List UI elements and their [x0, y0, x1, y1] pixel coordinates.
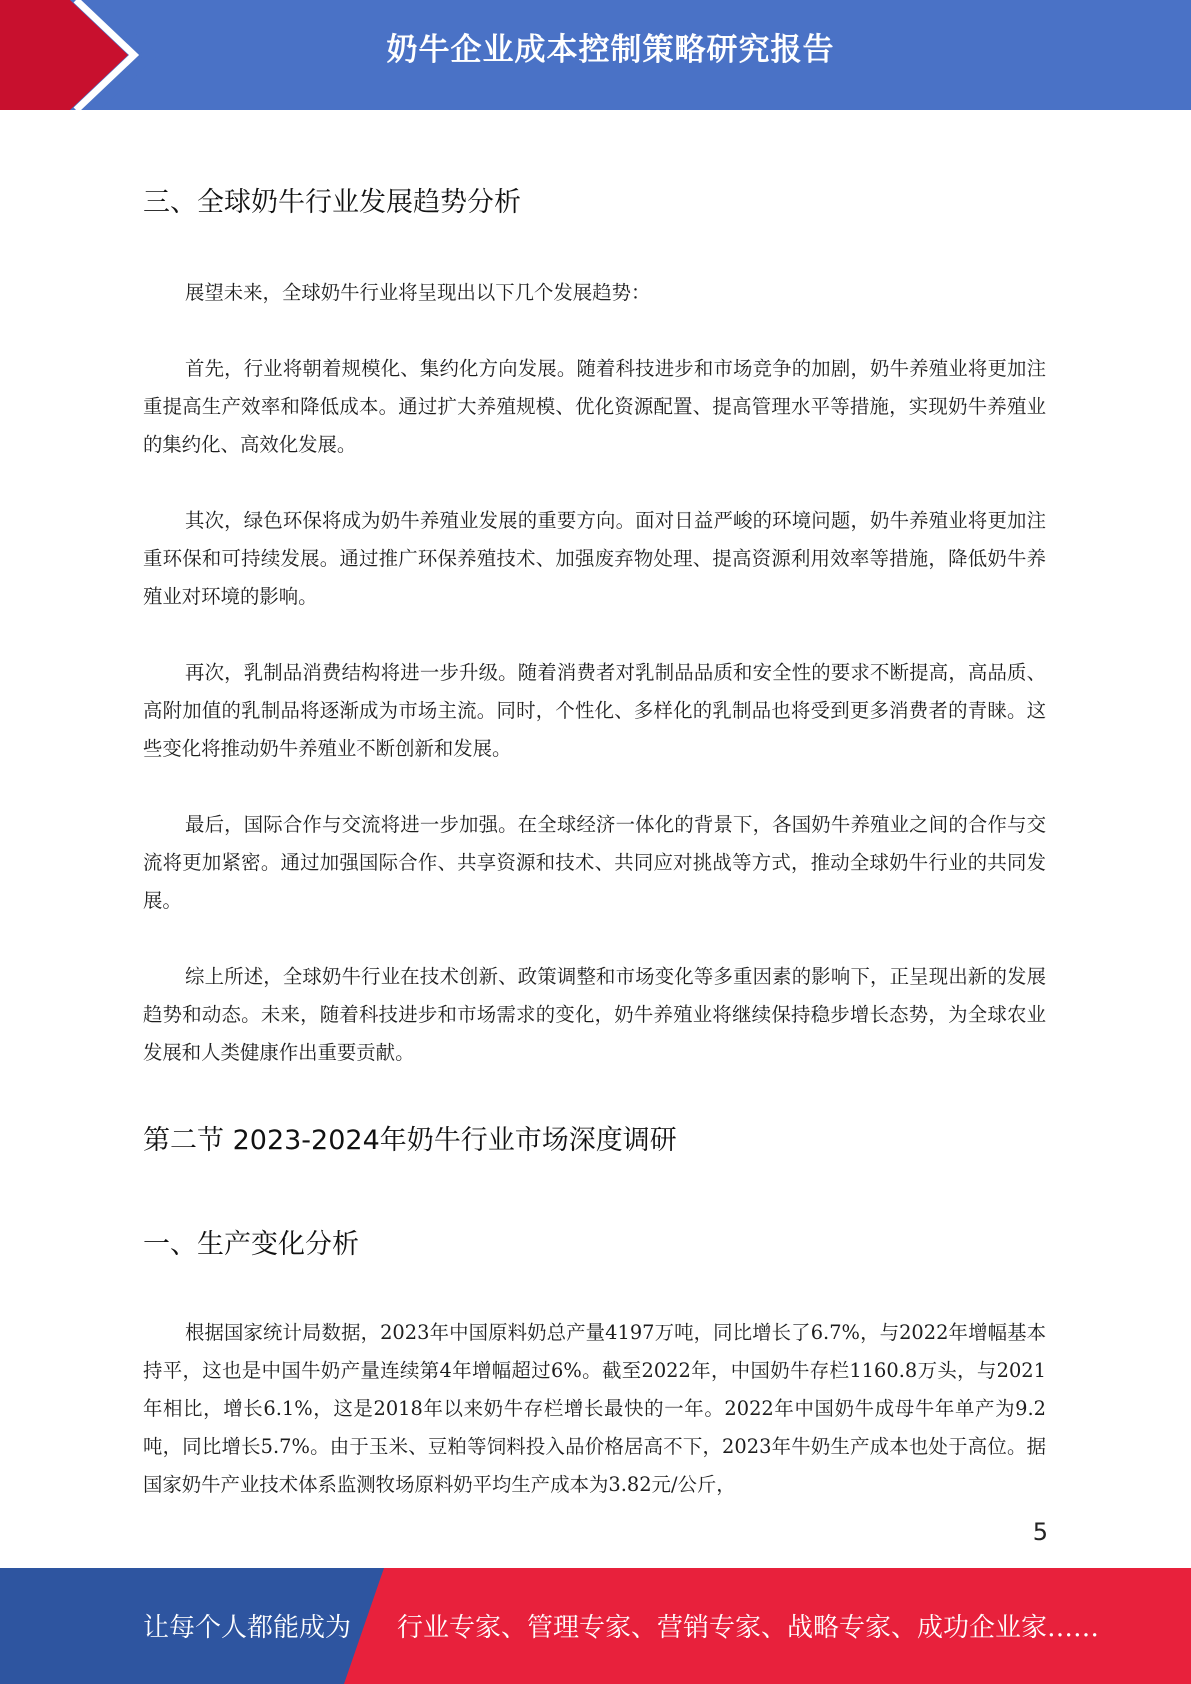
section-heading-production: 一、生产变化分析 [143, 1229, 359, 1260]
page-footer [0, 1568, 1191, 1684]
section-heading-market-research: 第二节 2023-2024年奶牛行业市场深度调研 [143, 1125, 677, 1156]
footer-slogan-left: 让每个人都能成为 [143, 1613, 352, 1643]
paragraph-fourth: 最后，国际合作与交流将进一步加强。在全球经济一体化的背景下，各国奶牛养殖业之间的合作与交流将更加紧密。通过加强国际合作、共享资源和技术、共同应对挑战等方式，推动全球奶牛行业的共同发展。 [143, 813, 1046, 912]
page-number: 5 [1032, 1518, 1048, 1546]
report-title: 奶牛企业成本控制策略研究报告 [386, 32, 835, 68]
paragraph-third: 再次，乳制品消费结构将进一步升级。随着消费者对乳制品品质和安全性的要求不断提高，高品质、高附加值的乳制品将逐渐成为市场主流。同时，个性化、多样化的乳制品也将受到更多消费者的青睐。这些变化将推动奶牛养殖业不断创新和发展。 [143, 661, 1046, 760]
paragraph-summary: 综上所述，全球奶牛行业在技术创新、政策调整和市场变化等多重因素的影响下，正呈现出新的发展趋势和动态。未来，随着科技进步和市场需求的变化，奶牛养殖业将继续保持稳步增长态势，为全球农业发展和人类健康作出重要贡献。 [143, 965, 1046, 1064]
page-header [0, 0, 1191, 110]
section-heading-global-trends: 三、全球奶牛行业发展趋势分析 [143, 187, 521, 218]
paragraph-first: 首先，行业将朝着规模化、集约化方向发展。随着科技进步和市场竞争的加剧，奶牛养殖业将更加注重提高生产效率和降低成本。通过扩大养殖规模、优化资源配置、提高管理水平等措施，实现奶牛养殖业的集约化、高效化发展。 [143, 357, 1046, 456]
paragraph-production-data: 根据国家统计局数据，2023年中国原料奶总产量4197万吨，同比增长了6.7%，与2022年增幅基本持平，这也是中国牛奶产量连续第4年增幅超过6%。截至2022年，中国奶牛存栏1160.8万头，与2021年相比，增长6.1%，这是2018年以来奶牛存栏增长最快的一年。2022年中国奶牛成母牛年单产为9.2吨，同比增长5.7%。由于玉米、豆粕等饲料投入品价格居高不下，2023年牛奶生产成本也处于高位。据国家奶牛产业技术体系监测牧场原料奶平均生产成本为3.82元/公斤， [143, 1321, 1046, 1496]
paragraph-second: 其次，绿色环保将成为奶牛养殖业发展的重要方向。面对日益严峻的环境问题，奶牛养殖业将更加注重环保和可持续发展。通过推广环保养殖技术、加强废弃物处理、提高资源利用效率等措施，降低奶牛养殖业对环境的影响。 [143, 509, 1046, 608]
paragraph-intro: 展望未来，全球奶牛行业将呈现出以下几个发展趋势： [185, 281, 651, 304]
footer-slogan-right: 行业专家、管理专家、营销专家、战略专家、成功企业家…… [397, 1613, 1100, 1643]
